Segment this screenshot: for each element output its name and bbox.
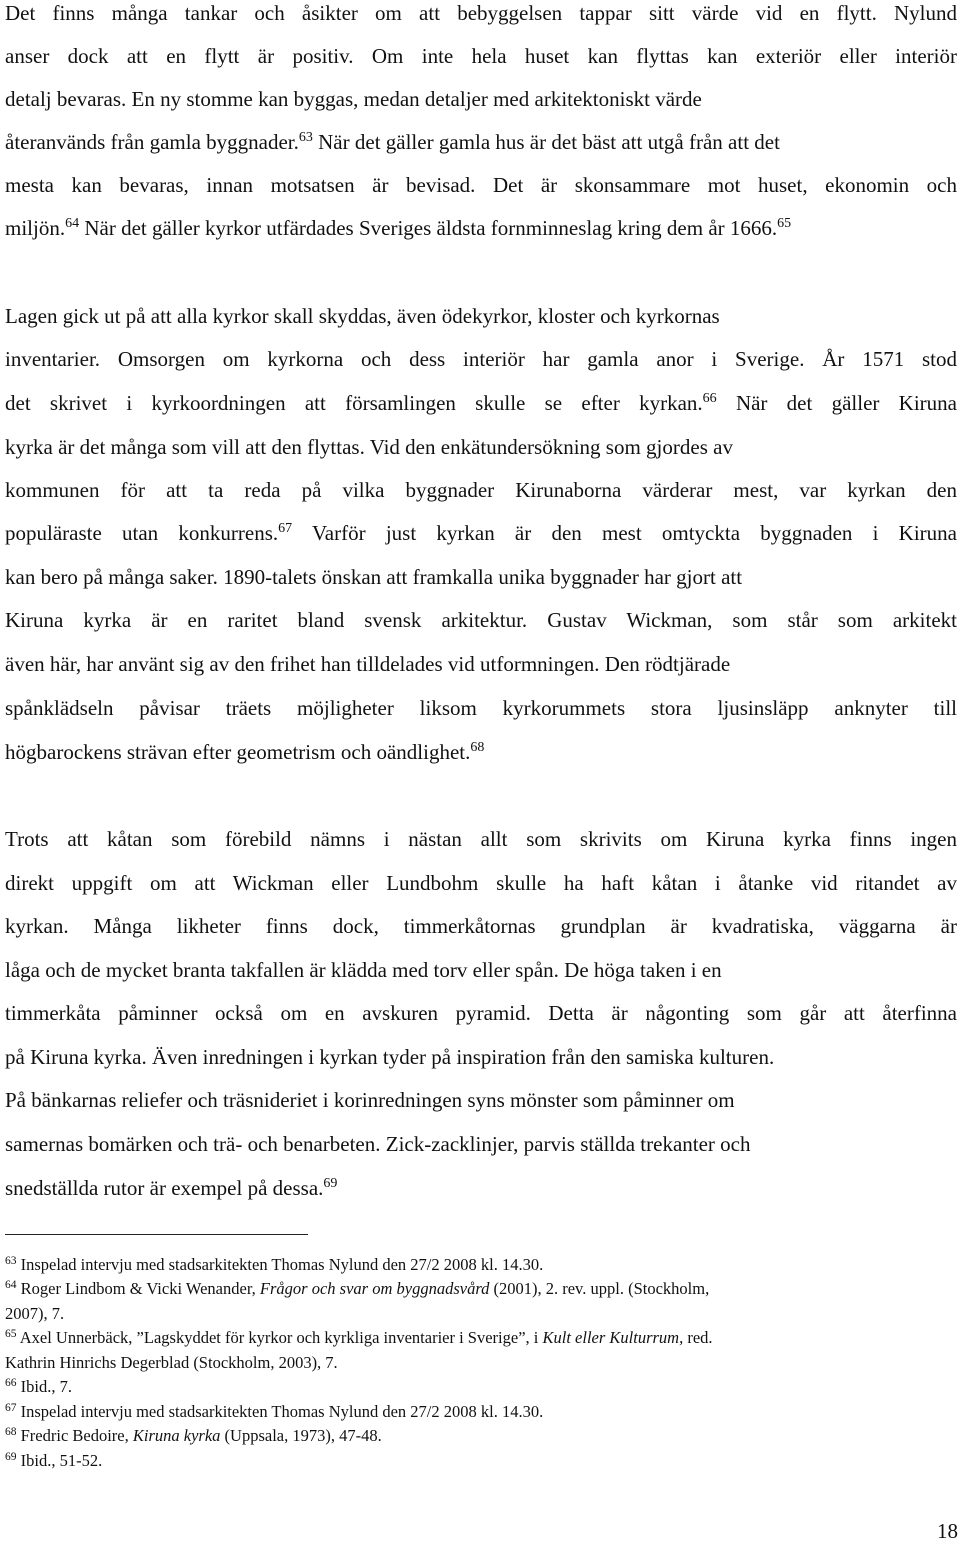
text-line-content: Trots att kåtan som förebild nämns i nästan allt som skrivits om Kiruna kyrka finns ingen <box>5 827 957 851</box>
footnote-ref[interactable]: 63 <box>298 130 313 145</box>
footnote-item <box>5 1278 709 1300</box>
footnote-text: (Uppsala, 1973), 47-48. <box>220 1426 382 1445</box>
footnote-item <box>5 1450 102 1472</box>
footnote-number: 68 <box>5 1426 17 1438</box>
footnote-ref[interactable]: 69 <box>323 1176 338 1191</box>
footnote-ref[interactable]: 68 <box>470 740 485 755</box>
footnote-number: 66 <box>5 1377 17 1389</box>
text-line <box>5 520 957 546</box>
footnote-ref[interactable]: 64 <box>65 216 80 231</box>
text-line <box>5 434 733 460</box>
text-line <box>5 826 957 852</box>
text-line-content: timmerkåta påminner också om en avskuren pyramid. Detta är någonting som går att återfinna <box>5 1001 957 1025</box>
text-line <box>5 739 484 765</box>
footnote-text: Fredric Bedoire, <box>16 1426 133 1445</box>
text-line-content: kyrka är det många som vill att den flyttas. Vid den enkätundersökning som gjordes av <box>5 435 733 459</box>
footnote-number: 65 <box>5 1328 17 1340</box>
text-line-content: Kiruna kyrka är en raritet bland svensk arkitektur. Gustav Wickman, som står som arkitekt <box>5 608 957 632</box>
footnote-text: Inspelad intervju med stadsarkitekten Thomas Nylund den 27/2 2008 kl. 14.30. <box>16 1255 544 1274</box>
footnote-item-continued <box>5 1303 64 1325</box>
text-line <box>5 215 791 241</box>
footnote-number: 69 <box>5 1451 17 1463</box>
footnote-ref[interactable]: 67 <box>278 521 293 536</box>
footnote-text: Roger Lindbom & Vicki Wenander, <box>16 1279 260 1298</box>
text-line <box>5 129 780 155</box>
text-line-content: populäraste utan konkurrens. <box>5 521 279 545</box>
footnote-italic-title: Kiruna kyrka <box>132 1426 221 1445</box>
text-line-content: på Kiruna kyrka. Även inredningen i kyrkan tyder på inspiration från den samiska kulturen. <box>5 1045 775 1069</box>
text-line <box>5 172 957 198</box>
footnote-italic-title: Kult eller Kulturrum, <box>542 1328 684 1347</box>
text-line-content: kyrkan. Många likheter finns dock, timmerkåtornas grundplan är kvadratiska, väggarna är <box>5 914 957 938</box>
text-line <box>5 913 957 939</box>
footnote-divider <box>5 1234 308 1235</box>
text-line-content: När det gäller Kiruna <box>716 391 957 415</box>
page-number: 18 <box>937 1519 958 1543</box>
text-line-content: spånklädseln påvisar träets möjligheter liksom kyrkorummets stora ljusinsläpp anknyter till <box>5 696 957 720</box>
text-line-content: Lagen gick ut på att alla kyrkor skall skyddas, även ödekyrkor, kloster och kyrkornas <box>5 304 720 328</box>
text-line-content: På bänkarnas reliefer och träsnideriet i korinredningen syns mönster som påminner om <box>5 1088 735 1112</box>
text-line <box>5 477 957 503</box>
footnote-italic-title: Frågor och svar om byggnadsvård <box>259 1279 490 1298</box>
text-line-content: snedställda rutor är exempel på dessa. <box>5 1176 324 1200</box>
text-line-content: anser dock att en flytt är positiv. Om inte hela huset kan flyttas kan exteriör eller interiör <box>5 44 957 68</box>
text-line <box>5 870 957 896</box>
footnote-number: 67 <box>5 1402 17 1414</box>
text-line-content: När det gäller gamla hus är det bäst att utgå från att det <box>312 130 780 154</box>
text-line-content: även här, har använt sig av den frihet han tilldelades vid utformningen. Den rödtjärade <box>5 652 731 676</box>
text-line <box>5 1087 735 1113</box>
text-line <box>5 1000 957 1026</box>
footnote-item <box>5 1425 382 1447</box>
footnote-text: Kathrin Hinrichs Degerblad (Stockholm, 2003), 7. <box>5 1353 338 1372</box>
footnote-text: Axel Unnerbäck, ”Lagskyddet för kyrkor och kyrkliga inventarier i Sverige”, i <box>16 1328 543 1347</box>
text-line <box>5 564 742 590</box>
text-line <box>5 346 957 372</box>
footnote-item <box>5 1376 72 1398</box>
text-line-content: det skrivet i kyrkoordningen att församlingen skulle se efter kyrkan. <box>5 391 703 415</box>
footnote-text: red. <box>683 1328 713 1347</box>
text-line <box>5 1131 751 1157</box>
text-line <box>5 695 957 721</box>
text-line-content: återanvänds från gamla byggnader. <box>5 130 299 154</box>
footnote-item <box>5 1327 713 1349</box>
footnote-item-continued <box>5 1352 338 1374</box>
text-line-content: högbarockens strävan efter geometrism och oändlighet. <box>5 740 471 764</box>
text-line-content: Varför just kyrkan är den mest omtyckta byggnaden i Kiruna <box>292 521 957 545</box>
footnote-number: 64 <box>5 1279 17 1291</box>
text-line <box>5 957 722 983</box>
footnote-text: 2007), 7. <box>5 1304 65 1323</box>
text-line <box>5 607 957 633</box>
text-line-content: inventarier. Omsorgen om kyrkorna och dess interiör har gamla anor i Sverige. År 1571 stod <box>5 347 957 371</box>
footnote-ref[interactable]: 66 <box>702 391 717 406</box>
text-line <box>5 0 957 26</box>
text-line-content: miljön. <box>5 216 66 240</box>
text-line <box>5 86 702 112</box>
text-line-content: låga och de mycket branta takfallen är klädda med torv eller spån. De höga taken i en <box>5 958 722 982</box>
footnote-text: Ibid., 51-52. <box>16 1451 103 1470</box>
text-line-content: detalj bevaras. En ny stomme kan byggas, medan detaljer med arkitektoniskt värde <box>5 87 702 111</box>
text-line-content: Det finns många tankar och åsikter om att bebyggelsen tappar sitt värde vid en flytt. Nylund <box>5 1 957 25</box>
text-line <box>5 1044 774 1070</box>
text-line-content: När det gäller kyrkor utfärdades Sveriges äldsta fornminneslag kring dem år 1666. <box>79 216 778 240</box>
text-line-content: samernas bomärken och trä- och benarbeten. Zick-zacklinjer, parvis ställda trekanter och <box>5 1132 751 1156</box>
footnote-ref[interactable]: 65 <box>777 216 792 231</box>
footnote-text: Inspelad intervju med stadsarkitekten Thomas Nylund den 27/2 2008 kl. 14.30. <box>16 1402 544 1421</box>
text-line-content: kan bero på många saker. 1890-talets önskan att framkalla unika byggnader har gjort att <box>5 565 743 589</box>
footnote-item <box>5 1254 543 1276</box>
text-line <box>5 303 720 329</box>
footnote-text: (2001), 2. rev. uppl. (Stockholm, <box>489 1279 710 1298</box>
text-line-content: direkt uppgift om att Wickman eller Lundbohm skulle ha haft kåtan i åtanke vid ritandet av <box>5 871 957 895</box>
text-line <box>5 651 730 677</box>
text-line-content: kommunen för att ta reda på vilka byggnader Kirunaborna värderar mest, var kyrkan den <box>5 478 957 502</box>
text-line <box>5 1175 337 1201</box>
footnote-item <box>5 1401 543 1423</box>
footnote-text: Ibid., 7. <box>16 1377 72 1396</box>
footnote-number: 63 <box>5 1255 17 1267</box>
text-line-content: mesta kan bevaras, innan motsatsen är bevisad. Det är skonsammare mot huset, ekonomin och <box>5 173 957 197</box>
text-line <box>5 390 957 416</box>
text-line <box>5 43 957 69</box>
